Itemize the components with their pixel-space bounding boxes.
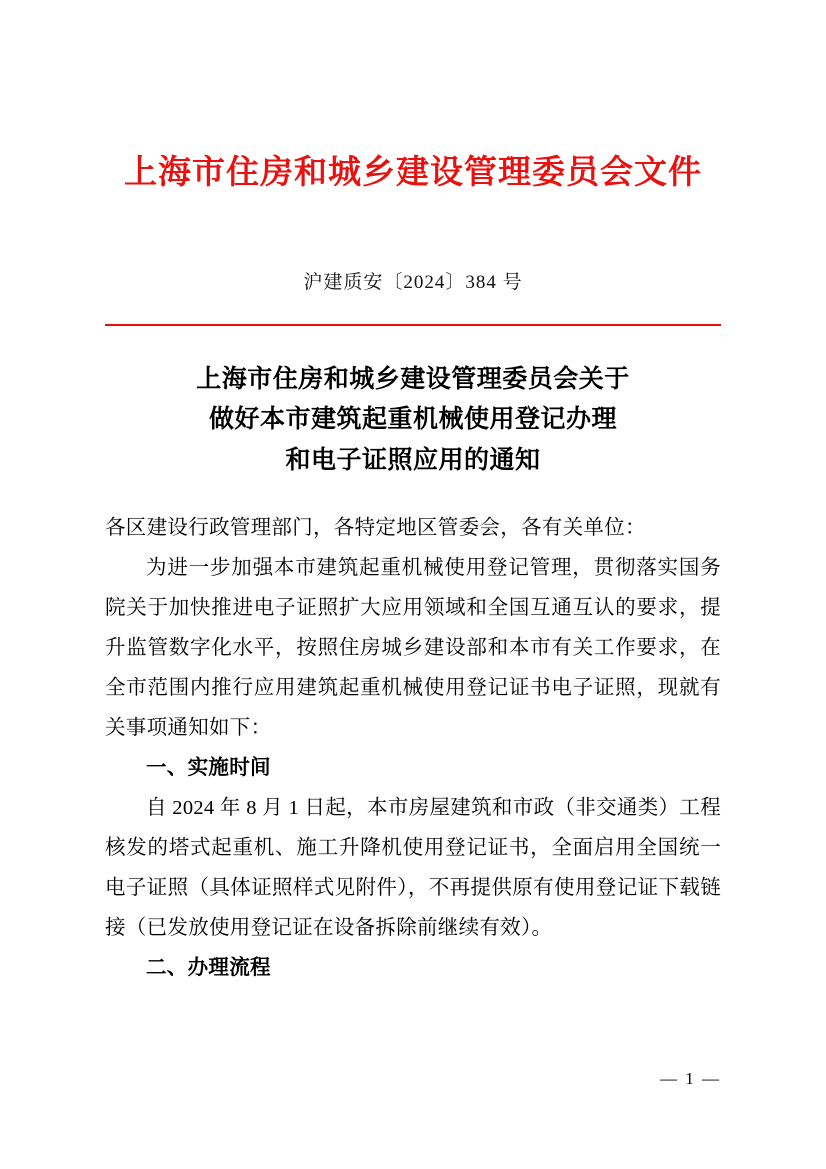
- red-divider-rule: [105, 324, 721, 326]
- document-header-title: 上海市住房和城乡建设管理委员会文件: [124, 155, 702, 191]
- document-title-line-3: 和电子证照应用的通知: [285, 446, 541, 474]
- section-one-heading: 一、实施时间: [146, 757, 271, 780]
- document-body: [105, 509, 721, 989]
- salutation: 各区建设行政管理部门，各特定地区管委会，各有关单位：: [105, 517, 646, 540]
- section-one-paragraph: 自 2024 年 8 月 1 日起，本市房屋建筑和市政（非交通类）工程核发的塔式起重机、施工升降机使用登记证书，全面启用全国统一电子证照（具体证照样式见附件），不再提供原有使用登记证下载链接（已发放使用登记证在设备拆除前继续有效）。: [105, 797, 721, 940]
- document-title: [105, 360, 721, 482]
- page-number: — 1 —: [660, 1069, 721, 1088]
- document-number: 沪建质安〔2024〕384 号: [303, 271, 523, 293]
- section-two-heading: 二、办理流程: [146, 957, 271, 980]
- document-title-line-2: 做好本市建筑起重机械使用登记办理: [208, 406, 617, 434]
- document-title-line-1: 上海市住房和城乡建设管理委员会关于: [196, 365, 630, 393]
- intro-paragraph: 为进一步加强本市建筑起重机械使用登记管理，贯彻落实国务院关于加快推进电子证照扩大应用领域和全国互通互认的要求，提升监管数字化水平，按照住房城乡建设部和本市有关工作要求，在全市范围内推行应用建筑起重机械使用登记证书电子证照，现就有关事项通知如下：: [105, 557, 721, 740]
